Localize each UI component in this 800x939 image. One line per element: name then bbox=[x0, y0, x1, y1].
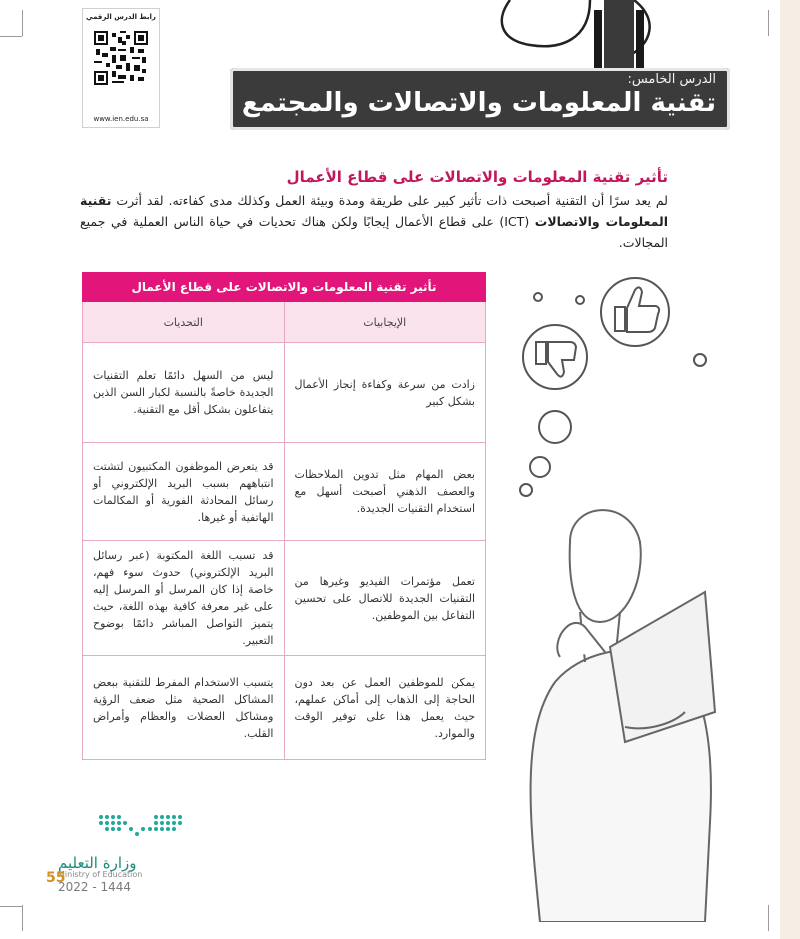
crop-mark bbox=[22, 905, 23, 931]
impact-table bbox=[82, 272, 486, 760]
page-title: تقنية المعلومات والاتصالات والمجتمع bbox=[241, 88, 716, 118]
lesson-banner bbox=[230, 0, 730, 140]
table-row bbox=[83, 343, 486, 443]
crop-mark bbox=[0, 36, 22, 37]
thinking-person-illustration bbox=[500, 262, 750, 922]
crop-mark bbox=[768, 10, 769, 36]
positive-cell: زادت من سرعة وكفاءة إنجاز الأعمال بشكل كبير bbox=[284, 343, 486, 443]
lesson-label: الدرس الخامس: bbox=[627, 72, 716, 87]
ministry-logo-icon bbox=[96, 812, 186, 842]
crop-mark bbox=[22, 10, 23, 36]
table-caption: تأثير تقنية المعلومات والاتصالات على قطاع الأعمال bbox=[83, 273, 486, 302]
intro-paragraph bbox=[80, 190, 668, 253]
challenge-cell: قد تسبب اللغة المكتوبة (عبر رسائل البريد الإلكتروني) حدوث سوء فهم، خاصة إذا كان المرسل أو المرسل إليه على غير معرفة كافية بهذه اللغة، حيث يتميز التواصل المباشر دائمًا بوضوح التعبير. bbox=[83, 541, 285, 656]
positive-cell: يمكن للموظفين العمل عن بعد دون الحاجة إلى الذهاب إلى أماكن عملهم، حيث يعمل هذا على توفير الوقت والموارد. bbox=[284, 656, 486, 760]
edition-year: 2022 - 1444 bbox=[58, 880, 132, 894]
ministry-name-ar: وزارة التعليم bbox=[58, 854, 137, 872]
page-edge-strip bbox=[780, 0, 800, 939]
column-header-challenges: التحديات bbox=[83, 302, 285, 343]
person-figure bbox=[531, 510, 715, 922]
column-header-positives: الإيجابيات bbox=[284, 302, 486, 343]
crop-mark bbox=[0, 906, 22, 907]
qr-url[interactable]: www.ien.edu.sa bbox=[93, 115, 149, 123]
challenge-cell: يتسبب الاستخدام المفرط للتقنية ببعض المشاكل الصحية مثل ضعف الرؤية ومشاكل العضلات والعظام وأمراض القلب. bbox=[83, 656, 285, 760]
qr-code-panel[interactable] bbox=[82, 8, 160, 128]
ministry-name-en: Ministry of Education bbox=[58, 870, 143, 879]
positive-cell: تعمل مؤتمرات الفيديو وغيرها من التقنيات الجديدة للاتصال على تحسين التفاعل بين الموظفين. bbox=[284, 541, 486, 656]
intro-text: (ICT) على قطاع الأعمال إيجابًا ولكن هناك تحديات في حياة الناس العملية في جميع المجالات. bbox=[80, 214, 668, 250]
intro-text: لم يعد سرًا أن التقنية أصبحت ذات تأثير كبير على طريقة ومدة وبيئة العمل وكذلك مدى كفاءته. لقد أثرت bbox=[111, 193, 668, 208]
challenge-cell: ليس من السهل دائمًا تعلم التقنيات الجديدة خاصةً بالنسبة لكبار السن الذين يتفاعلون بشكل أقل مع التقنية. bbox=[83, 343, 285, 443]
challenge-cell: قد يتعرض الموظفون المكتبيون لتشتت انتباههم بسبب البريد الإلكتروني أو رسائل المحادثة الفورية أو المكالمات الهاتفية أو غيرها. bbox=[83, 443, 285, 541]
qr-title: رابط الدرس الرقمي bbox=[86, 13, 156, 21]
positive-cell: بعض المهام مثل تدوين الملاحظات والعصف الذهني أصبحت أسهل مع استخدام التقنيات الجديدة. bbox=[284, 443, 486, 541]
table-row bbox=[83, 541, 486, 656]
table-row bbox=[83, 656, 486, 760]
intro-bold-term: تقنية المعلومات والاتصالات bbox=[80, 193, 668, 229]
section-heading: تأثير تقنية المعلومات والاتصالات على قطاع الأعمال bbox=[286, 168, 668, 186]
qr-code-icon bbox=[94, 31, 148, 85]
table-row bbox=[83, 443, 486, 541]
crop-mark bbox=[768, 905, 769, 931]
page-number: 55 bbox=[46, 870, 66, 886]
